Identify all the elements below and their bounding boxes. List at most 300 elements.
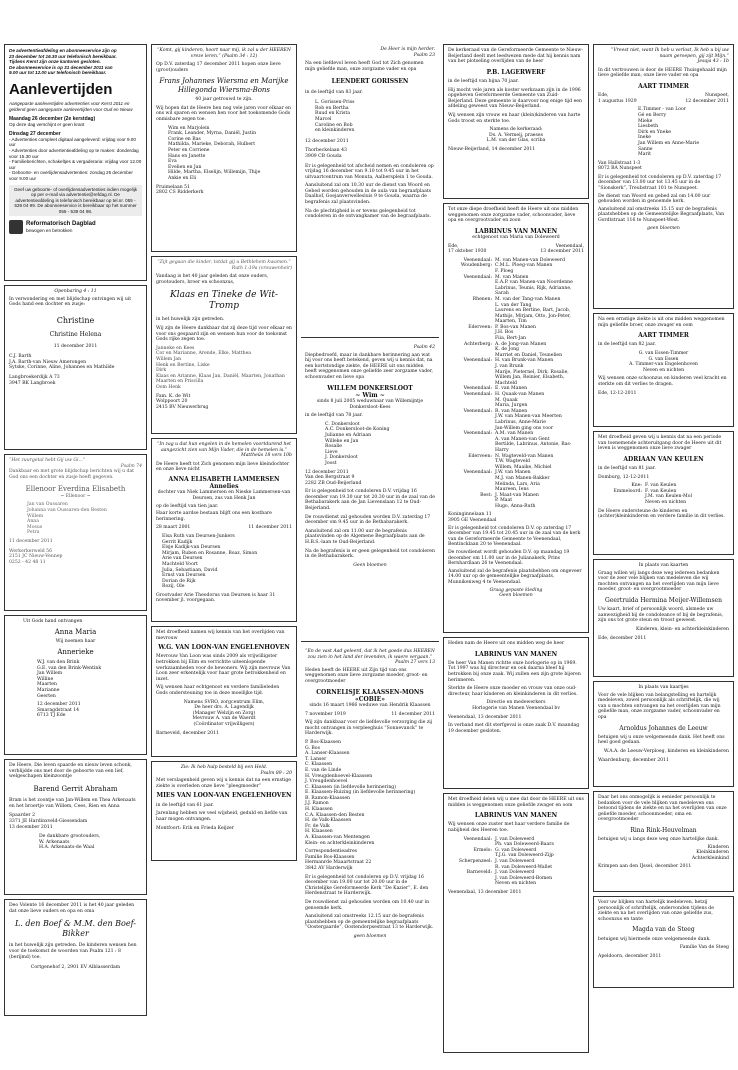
quote: “En de vast Aad geleerd, dat ik het goede dus HEEREN zou zien in het land der levenden, ik waere vergaan.” (305, 649, 435, 660)
child-call-name: Annerieke (57, 647, 94, 656)
deceased-call-name: ~ Wim ~ (355, 391, 385, 399)
family-member: Evelien en Jan (168, 164, 202, 170)
family-member: Mathilda, Marieke, Deborah, Hulbert (168, 142, 256, 148)
announcement-text: De Heere, Die leven spaarde en nieuw leven schonk, verblijdde ons met door de geboorte van een lief, welgeschapen kleinzoontje (9, 763, 132, 780)
deceased-name: ANNA ELISABETH LAMMERSEN (168, 475, 280, 483)
years-married: 40 jaar getrouwd te zijn. (195, 97, 253, 103)
family-member: G. van Essen (648, 356, 679, 362)
family-member: Willem Jan (156, 356, 182, 362)
quote-reference: Psalm 27 vers 13 (395, 660, 435, 666)
signature: Montfoort: Erik en Frieda Keijzer (156, 826, 234, 832)
deceased-name: Arnoldus Johannes de Leeuw (619, 724, 708, 732)
family-member: Jan Willem en Anne-Marie (638, 140, 700, 146)
ad-notice: Geef uw geboorte- of overlijdensadvertenties indien mogelijk op per e-mail via advertentie@refdag.nl. De advertentieafdeling is telefonisch bereikbaar op tel.nr. 055 - 539 04 99. De abonneeservice is bereikbaar op het nummer 055 - 539 04 98. (9, 185, 142, 217)
quote: “Komt, gij kinderen, hoort naar mij, ik zal u der HEEREN vreze leren.” (Psalm 34 : 12) (157, 48, 291, 59)
family-member: E.A.P. van Manen-van Noordenne (495, 280, 573, 286)
family-member: Willem (27, 513, 44, 519)
family-member: Rosalie (325, 444, 342, 450)
address (156, 185, 292, 196)
family-member: Hilde, Martha, Elselijn, Willemijn, Thije (168, 170, 261, 176)
cemetery-info: Na de plechtigheid is er tevens gelegenheid tot condoleren in de ontvangkamer van de begraafplaats. (305, 208, 431, 220)
family-member: Achterkleinkind (691, 855, 729, 861)
ad-bullet: - Geboorte- en overlijdensadvertenties: zondag 25 december voor 9.00 uur (9, 170, 133, 181)
deceased-name: AART TIMMER (638, 332, 689, 340)
ad-bullet: - Advertenties door advertentieafdeling op te maken: donderdag voor 15.30 uur (9, 147, 139, 159)
family-place (448, 308, 495, 325)
family-member: A. de Jong-van Manen (495, 341, 547, 347)
condolence-info: Er is gelegenheid tot condoleren op D.V. vrijdag 16 december van 19.00 uur tot 20.00 uur in de Christelijke Gereformeerde Kerk “De Kazier”, E. den Herdenstraat te Harderwijk. (305, 874, 429, 897)
family-member: Fiia, Bert-Jan (495, 336, 527, 342)
address (305, 475, 435, 486)
body: Wij wensen onze schoonzus en kinderen veel kracht en sterkte om dit verlies te dragen. (598, 376, 727, 387)
service-info: De rouwdienst wordt gehouden D.V. op maandag 19 december om 11.00 uur in de Julianakerk, Prins Bernhardlaan 26 te Veenendaal. (448, 550, 570, 567)
correspondence-address (305, 849, 435, 871)
age: in de leeftijd van 61 jaar. (156, 802, 214, 808)
deceased-call-name: «COBIE» (355, 695, 385, 703)
condolence-horlogerie (443, 637, 589, 789)
family-member: E. van Manen (495, 386, 528, 392)
family-member: N. Wagteveld-van Manen (495, 453, 554, 459)
family-member: G.E. van den Brink-Wentink (37, 665, 102, 671)
birth-date: 1 augustus 1929 (598, 98, 637, 104)
family-row (448, 308, 584, 325)
quote-reference: Psalm 89 : 20 (260, 770, 292, 776)
family-row (448, 442, 584, 453)
address-line: 3905 GE Veenendaal (448, 518, 497, 524)
place-date: Nieuw-Beijerland, 14 december 2011 (448, 146, 536, 152)
family-member: Ph. van Doleweerd-Baars (495, 842, 554, 848)
family-member: Kinderen, klein- en achterkleinkinderen (635, 626, 729, 632)
body: De heer Van Manen richtte onze horlogerie op in 1969. Tot 1997 was hij directeur en ook daarna bleef hij betrokken bij onze zaak. Wij zullen een zijn grote bijeren herinneren. (448, 660, 581, 683)
family-member: Willem, Maaike, Michiel (495, 464, 552, 470)
signature: Familie Van de Steeg (679, 945, 729, 951)
body: Hij mocht vele jaren als koster werkzaam zijn in de 1996 opgeheven Gereformeerde Gemeente van Zuid-Beijerland. Deze gemeente is daarvoor nog enige tijd een afdeling geweest van Nieuw-Beijerland. (448, 87, 582, 110)
dates (156, 525, 292, 531)
service-info: De dienst van Woord en gebed zal om 14.00 uur gehouden worden in genoemde kerk. (598, 193, 711, 205)
family-place (598, 500, 645, 506)
family-place: Woudenberg: (460, 263, 492, 269)
family-member: Mirjam, Ruben en Rosanne, Boaz, Simon (162, 550, 258, 556)
signatory: Horlogerie van Manen Veenendaal bv (472, 705, 560, 711)
birth-date: 28 maart 2001 (156, 525, 191, 531)
place-date: Veenendaal, 13 december 2011 (448, 889, 522, 895)
address-line: Langbroekerdijk A 73 (9, 374, 60, 380)
child-call-name: ~ Ellenoor ~ (60, 493, 91, 499)
obituary-lammersen (151, 438, 297, 622)
family-member: Henk en Bertine, Liske (156, 362, 210, 368)
announcement-text: De Heere heeft tot Zich genomen mijn lieve kleindochter en onze lieve nicht (156, 461, 290, 473)
care-text: Wij zijn dankbaar voor de liefdevolle verzorging die zij mocht ontvangen in verpleeghuis “Sonnevanck” te Harderwijk. (305, 720, 433, 737)
family-member: Maureen, Iens (495, 487, 529, 493)
deceased-name: LABRINUS VAN MANEN (474, 812, 558, 820)
family-member: T.W. Wagteveld (495, 459, 530, 465)
family-member: Frank, Leander, Myrna, Daniël, Justin (168, 131, 257, 137)
announcement-text: Diepbedroefd, maar in dankbare herinnering aan wat hij voor ons heeft betekend, geven wij u kennis dat, na een kortstondige ziekte, de HEERE uit ons midden heeft weggenomen onze geliefde zeer zorgzame vader, schoonvader en lieve opa (305, 352, 434, 380)
family-member: Hans en Janette (168, 153, 206, 159)
address-line: 6713 TJ Ede (37, 713, 66, 719)
family-member: Willeke en Jan (325, 438, 359, 444)
address-line: Fam. K. de Wit (156, 393, 191, 399)
family-member: J. van Brunk (495, 364, 524, 370)
address (598, 161, 729, 172)
ad-top-line: 23 december tot 16.30 uur telefonisch bereikbaar. (9, 53, 117, 59)
birth-date: 11 december 2011 (9, 538, 53, 544)
age: in de leeftijd van 78 jaar. (305, 413, 363, 419)
announcement-text: Tot onze diepe droefheid heeft de Heere uit ons midden weggenomen onze zorgzame vader, schoonvader, lieve opa en overgrootvader en zoon (448, 207, 579, 224)
death-date: 13 december 2011 (540, 249, 584, 255)
flowers-note: geen bloemen (353, 933, 387, 939)
birth-date: 17 oktober 1930 (448, 249, 487, 255)
family-member: C. Donkersloot (325, 421, 360, 427)
family-member: G. van Essen-Timmer (638, 350, 689, 356)
column-1 (4, 44, 147, 1020)
ad-bullets (9, 137, 142, 182)
family-list (156, 346, 292, 391)
wishes: Wij hopen dat de Heere hen nog vele jaren voor elkaar en ons wil sparen en wensen hen voor het toekomende Gods onmisbare zegen toe. (156, 105, 291, 122)
place-date: Ede, 12-12-2011 (598, 390, 637, 396)
family-member: H. van Brunk-van Manen (495, 358, 554, 364)
family-member: Ineke (638, 135, 651, 141)
family-table (448, 258, 584, 510)
family-member: P. Bos-Klaassen (305, 739, 341, 745)
family-member: R. van Manen (495, 408, 528, 414)
family-member: Machteld Voort (162, 561, 198, 567)
couple-names: L. den Boef & M.M. den Boef-Bikker (15, 919, 136, 938)
family-member: C.J. Barth (9, 354, 32, 360)
family-member: Mosus (27, 524, 43, 530)
place-date: Veenendaal, 13 december 2011 (448, 714, 522, 720)
ad-monday: Maandag 26 december (2e kerstdag) (9, 116, 96, 123)
family-place (448, 504, 495, 510)
family-place (448, 286, 495, 297)
deceased-name: CORNELISJE KLAASSEN-MONS (316, 688, 424, 696)
obituary-labrinus-van-manen (443, 203, 589, 633)
birth-announcement-christine (4, 285, 147, 450)
wedding-anniversary-den-boef (4, 899, 147, 1016)
deceased-name: AART TIMMER (638, 82, 689, 90)
header: In plaats van kaarten (638, 563, 689, 568)
family-member: H. Klaassen (305, 829, 333, 835)
signatory: De heer drs. A. Lagendijk (194, 705, 254, 711)
family-member: E. Klaassen-Ruizing (in liefdevolle herinnering) (305, 790, 416, 796)
condolence-info: Er is gelegenheid tot condoleren op D.V. zaterdag 17 december van 13.00 uur tot 13.45 uur in de “Sionskerk”, Treubstraat 101 te Nunspeet. (598, 174, 722, 192)
announcement-text: Na een liefdevol leven heeft God tot Zich genomen mijn geliefde man, onze zorgzame vader en opa (305, 61, 424, 72)
family-row (448, 881, 584, 887)
age: op de leeftijd van tien jaar. (156, 503, 219, 509)
family-member: H. de Valk-Klaassen (305, 818, 352, 824)
family-member: T. Lanser (305, 756, 327, 762)
deceased-call-name: Annelies (209, 483, 239, 491)
family-place: Kne: (631, 483, 642, 489)
family-member: A. Lanser-Klaassen (305, 751, 350, 757)
condolence-info: Er is gelegenheid tot condoleren D.V. op zaterdag 17 december van 19.45 tot 20.45 uur in de zaal van de kerk van de Gereformeerde Gemeente te Veenendaal, Bentincklaan 20 te Veenendaal. (448, 525, 581, 548)
family-member: Janneke en Kees (156, 345, 195, 351)
family-member: Fr. de Valk (305, 823, 330, 829)
address-line: Familie Bos-Klaassen (305, 854, 355, 860)
family-list (325, 422, 435, 467)
family-member: Gé en Berry (638, 112, 667, 118)
family-member: Marije, Pieternel, Dirk, Rosalie, Willem Jan, Reinier, Elsabeth, Machteld (495, 369, 569, 386)
address-line: Werkerkerweld 56 (9, 548, 53, 554)
family-member: Ankie en Eli (168, 175, 197, 181)
family-place: Scherpenzeel: (458, 858, 492, 864)
address-line: Koninginnelaan 11 (448, 512, 492, 518)
family-member: Eva (168, 159, 177, 165)
family-member: M. van Manen (495, 274, 529, 280)
place-date: Krimpen aan den IJssel, december 2011 (598, 863, 692, 869)
flowers-note: Geen bloemen (353, 562, 387, 568)
dates (305, 712, 435, 718)
condolence-info: Er is gelegenheid tot afscheid nemen en condoleren op vrijdag 16 december van 9.10 tot 9.45 uur in het uitvaartcentrum van Monuta, Aalbersplein 1 te Gouda. (305, 163, 434, 180)
announcement-text: De kerkeraad van de Gereformeerde Gemeente te Nieuw-Beijerland deelt met leedwezen mede dat hij kennis nam van het plotseling overlijden van de heer (448, 48, 583, 65)
family-member: Joost (325, 460, 337, 466)
family-place: Achterberg: (464, 341, 492, 347)
quote-reference: Psalm 74 (120, 463, 142, 469)
quote-reference: Psalm 42 (413, 345, 435, 350)
family-member: Marianne (37, 687, 60, 693)
place-date: Domburg, 12-12-2011 (598, 474, 650, 480)
address-line: 2802 CS Ridderkerk (156, 190, 204, 196)
child-name: Barend Gerrit Abraham (33, 784, 118, 793)
family-member: Jan Willem (37, 671, 63, 677)
family-member: L. Gorissen-Priss (315, 100, 355, 106)
address: Cortgenehof 2, 2901 EV Alblasserdam (30, 965, 121, 971)
family-place: Veenendaal: (463, 836, 492, 842)
family-member: A.M. van Manen (495, 431, 534, 437)
death-place: Veenendaal, (555, 243, 584, 249)
child-name: Ellenoor Everdina Elisabeth (25, 485, 126, 494)
family-member: J.W. van Manen-van Meerten (495, 414, 562, 420)
family-member: J. Vreugdenhoevel (305, 779, 348, 785)
family-member: Klein- en achterkleinkinderen (305, 840, 375, 846)
family-member: Cor en Marianne, Arende, Elke, Matthea (156, 351, 252, 357)
deceased-name: W.G. VAN LOON-VAN ENGELENHOVEN (158, 644, 290, 652)
address-line: Smaragdstraat 14 (37, 707, 80, 713)
date: 12 december 2011 (305, 138, 349, 144)
column-4 (443, 44, 589, 1057)
family-member: Oom Henk (156, 384, 181, 390)
family-member: J.A. Barth-van Nieuw Amerongen (9, 359, 87, 365)
family-member: Rozij, Ole (162, 584, 185, 590)
address-line: Thorbeckelaan 43 (305, 148, 347, 154)
announcement-text: Met verslagenheid geven wij u kennis dat na een ernstige ziekte is overleden onze lieve “pleegmoeder” (156, 778, 291, 789)
condolence-elim (151, 626, 297, 757)
announcement-text: Met droefheid delen wij u mee dat door de HEERE uit ons midden is weggenomen onze geliefde zwager en oom (448, 797, 584, 808)
condolence-info: Er is gelegenheid tot condoleren D.V. vrijdag 16 december van 19.30 uur tot 20.30 uur in de zaal van de Bethabarakerk aan de Jan Lievenslaan 12 te Oud-Beijerland. (305, 489, 435, 512)
family-member: Petra (27, 530, 40, 536)
family-list (305, 740, 435, 846)
birth-announcement-ellenoor (4, 454, 147, 611)
family-member: M. van Manen-van Doleweerd (495, 257, 565, 263)
deceased-details: sinds 8 juli 2005 weduwnaar van Willemijntje Donkersloot-Kees (316, 398, 424, 410)
place-date: Ede, december 2011 (598, 635, 647, 641)
quote-reference: Jesaja 43 : 1b (697, 59, 729, 65)
family-member: Hugo, Anna-Ruth (495, 503, 536, 509)
announcement-text: Graag willen wij langs deze weg iedereen bedanken voor de zeer vele blijken van medeleven die wij mochten ontvangen na het overlijden van mijn lieve moeder, groot- en overgrootmoeder (598, 570, 720, 593)
family-member: H.A. Arkenaats-de Waal (39, 845, 95, 851)
ad-tuesday: Dinsdag 27 december (9, 130, 61, 137)
family-member: Sanne (638, 146, 653, 152)
family-member: Gerrit Kadijk (162, 539, 193, 545)
family-member: J. van Doleweerd (495, 858, 535, 864)
family-place: Ermelo: (473, 847, 492, 853)
age: in de leeftijd van bijna 70 jaar. (448, 78, 519, 84)
column-2 (151, 44, 297, 865)
family-member: W. Arkenaats (39, 839, 70, 845)
ad-top-line: De abonneeservice is op 31 december 2011 van (9, 64, 113, 70)
family-member: Marit (638, 152, 651, 158)
family-member: J.M. van Keulen-Mol (645, 494, 692, 500)
family-member: C.A. Klaassen-den Besten (305, 812, 365, 818)
family-member: Willine (37, 676, 54, 682)
family-row (448, 504, 584, 510)
family-member: Marcel (315, 116, 332, 122)
signatory: Mevrouw A. van de Waerdt (192, 716, 256, 722)
quote-reference: Ruth 1:19a (vrouwenheir) (231, 265, 292, 271)
family-member: H. Klaassen (305, 807, 333, 813)
announcement-text: Vandaag is het 40 jaar geleden dat onze ouders, grootouders, broer en schoonzus, (156, 274, 269, 285)
family-member: Maarten (37, 682, 57, 688)
body-2: Wij wensen haar echtgenoot en verdere familieleden Gods ondersteuning toe in deze moeilijke tijd. (156, 685, 280, 696)
family-member: Liesbeth (638, 124, 659, 130)
dates (598, 99, 729, 105)
ad-bullet: - Advertenties compleet digitaal aangeleverd: vrijdag voor 9.00 uur (9, 136, 136, 148)
burial-info: Aansluitend zal om 11.00 uur de begrafenis plaatsvinden op de Algemene Begraafplaats aan de H.B.S.-laan te Oud-Beijerland. (305, 528, 425, 546)
address-line: Wolppoort 20 (156, 399, 188, 405)
address-line: Spaarder 2 (9, 813, 35, 819)
family-member: Peter en Corriene (168, 147, 210, 153)
address-line: 3947 BK Langbroek (9, 380, 56, 386)
family-place: Rhenen: (472, 296, 492, 302)
announcement-text: Heden heeft de HEERE uit Zijn tijd van ons weggenomen onze lieve zorgzame moeder, groot- en overgrootmoeder (305, 667, 428, 684)
child-details: Bram is het zoontje van Jan-Willem en Thea Arkenaats en het broertje van Willem, Cees, Rien en Anna (9, 798, 136, 809)
obituary-aart-timmer (593, 44, 734, 309)
death-date: 11 december 2011 (248, 525, 292, 531)
family-member: M. van der Tang-van Manen (495, 296, 561, 302)
family-place: Barneveld: (466, 870, 492, 876)
family-member: Kinderen (707, 844, 729, 850)
family-list (315, 100, 435, 134)
burial-info: Aansluitend zal omstreeks 12.15 uur de begrafenis plaatshebben op de gemeentelijke begraafplaats “Oostergaarde”, Oostendorpsestraat 13 te Harderwijk. (305, 914, 434, 931)
body: Mevrouw Van Loon was sinds 2009 als vrijwilligster betrokken bij Elim en verrichtte uiteenlopende werkzaamheden voor de bewoners. Wij zijn mevrouw Van Loon zeer erkentelijk voor haar grote betrokkenheid en inzet. (156, 654, 291, 682)
family-member: W.J. van den Brink (37, 660, 80, 665)
address-line: 3909 CB Gouda (305, 153, 342, 159)
birth-place: Ede, (448, 243, 459, 249)
address-line: Hermanrde Maaartstraat 22 (305, 860, 372, 866)
family-member: K. de Jong (495, 347, 519, 353)
family-member: Klaas en Arianne, Klaas Jan, Daniël, Maarten, Jonathan (156, 373, 285, 379)
quote-reference: Psalm 23 (413, 52, 435, 58)
obituary-van-keulen (593, 431, 734, 555)
family-member: Rob en Bertha (315, 105, 349, 111)
family-member: Jan van Oussaren (27, 502, 68, 508)
deceased-name: Magda van de Steeg (632, 926, 695, 934)
family-member: Marriet en Daniel, Teunelien (495, 352, 563, 358)
obituary-gorissen (301, 44, 439, 338)
ad-title: Aanlevertijden (9, 80, 113, 98)
signatory: (Coördinator vrijwilligers) (193, 721, 255, 727)
address-line: 8072 BA Nunspeet (598, 166, 642, 172)
family-place: Ederveen: (468, 453, 492, 459)
address (448, 512, 584, 523)
family-member: Ruud en Krista (315, 111, 350, 117)
signatories (156, 700, 292, 728)
quote: “Vreest niet, want Ik heb u verlost, Ik heb u bij uw naam geroepen, gij zijt Mijn.” (610, 48, 729, 59)
body: betuigen wij u langs deze weg onze hartelijke dank. (598, 837, 719, 843)
family-member: C. Klaassen (in liefdevolle herinnering) (305, 784, 397, 790)
signatory: Namens de kerkeraad: (489, 127, 543, 133)
column-3 (301, 44, 439, 1070)
family-list (168, 126, 292, 182)
announcement-text: Daar het ons onmogelijk is eenieder persoonlijk te bedanken voor de vele blijken van medeleven ons betoond tijdens de ziekte en na het overlijden van onze geliefde moeder, schoonmoeder, oma en overgrootmoeder (598, 795, 727, 823)
death-date: 12 december 2011 (685, 98, 729, 104)
deceased-details: sinds 16 maart 1966 weduwe van Hendrik Klaassen (309, 702, 431, 708)
age: in de leeftijd van 81 jaar. (598, 465, 656, 471)
thanks-meijer-willemsen (593, 559, 734, 677)
obituary-aart-timmer-family (593, 313, 734, 427)
family-place: Emmeloord: (613, 488, 642, 494)
family-member: C.M.L. Ploeg-van Manen (495, 263, 553, 269)
header: In plaats van kaartjes (638, 685, 689, 690)
announcement-text: Met droefheid namen wij kennis van het overlijden van mevrouw (156, 630, 285, 641)
signatory: Directie en medewerkers (486, 700, 546, 706)
signatory: (Manager Welzijn en Zorg) (192, 710, 256, 716)
family-list (27, 502, 142, 536)
signatory: L.M. van der Glas, scriba (486, 138, 546, 144)
publisher-logo (9, 220, 142, 234)
family-member: Jan-Willem ging ons voor (495, 425, 554, 431)
announcement-text: Na een ernstige ziekte is uit ons midden weggenomen mijn geliefde broer, onze zwager en oom (598, 317, 725, 328)
family-member: Labrinus, Anne-Marie (495, 419, 546, 425)
family-member: Dorian de Rijk (162, 578, 196, 584)
deceased-name: P.B. LAGERWERF (486, 68, 546, 76)
thanks-van-de-steeg (593, 896, 734, 988)
family-place: Veenendaal: (463, 257, 492, 263)
announcement-text: Uit Gods hand ontvangen (23, 619, 83, 624)
family-row (598, 500, 729, 506)
burial-info: Aansluitend zal de begrafenis plaatshebben om ongeveer 14.00 uur op de gemeentelijke begraafplaats, Munnikenweg 4 te Veenendaal. (448, 568, 582, 586)
family-place: Veenendaal: (463, 274, 492, 280)
family-place: Best: (480, 492, 492, 498)
family-member: A. Timmer-van Engelenhoven (629, 362, 698, 368)
anniversary-wiersma (151, 44, 297, 252)
family-member: Arie van Deursen (162, 556, 203, 562)
child-name: Christine (56, 315, 95, 325)
family-member: Dirk en Yneke (638, 129, 671, 135)
family-place (448, 881, 495, 887)
sub-text: Wij noemen haar (55, 639, 96, 644)
family-member: De dankbare grootouders, (39, 834, 101, 840)
ad-top-line: De advertentieafdeling en abonneeservice zijn op (9, 48, 117, 53)
family-list (37, 660, 142, 699)
family-list (598, 351, 729, 373)
deceased-details: dochter van Niek Lammersen en Nieske Lammersen-van Deursen, zus van Henk Jan (157, 490, 291, 501)
obituary-mies-van-loon (151, 761, 297, 861)
deceased-name: LABRINUS VAN MANEN (474, 227, 558, 235)
birth-date: 11 december 2011 (53, 343, 98, 349)
address-line: 2415 BV Nieuwerbrug (156, 404, 209, 410)
family-member: A.C. Donkersloot-de Koning (325, 427, 390, 433)
birth-place: Ede, (598, 93, 609, 99)
family-member: G. van Doleweerd (495, 847, 537, 853)
signatory: Namens SVRO, zorgcentrum Elim, (183, 699, 265, 705)
closing: Grootvader Arie Theodorus van Deursen is haar 31 november jl. voorgegaan. (156, 592, 276, 604)
family-member: H. Quaak-van Manen (495, 392, 545, 398)
announcement-text: In verwondering en met blijdschap ontvingen wij uit Gods hand een dochter en zusje: (9, 296, 132, 308)
obituary-klaassen-mons (301, 646, 439, 1066)
family-member: Wim en Marjolein (168, 125, 210, 131)
body: betuigen wij u onze welgemeende dank. Het heeft ons heel goed gedaan. (598, 734, 725, 746)
